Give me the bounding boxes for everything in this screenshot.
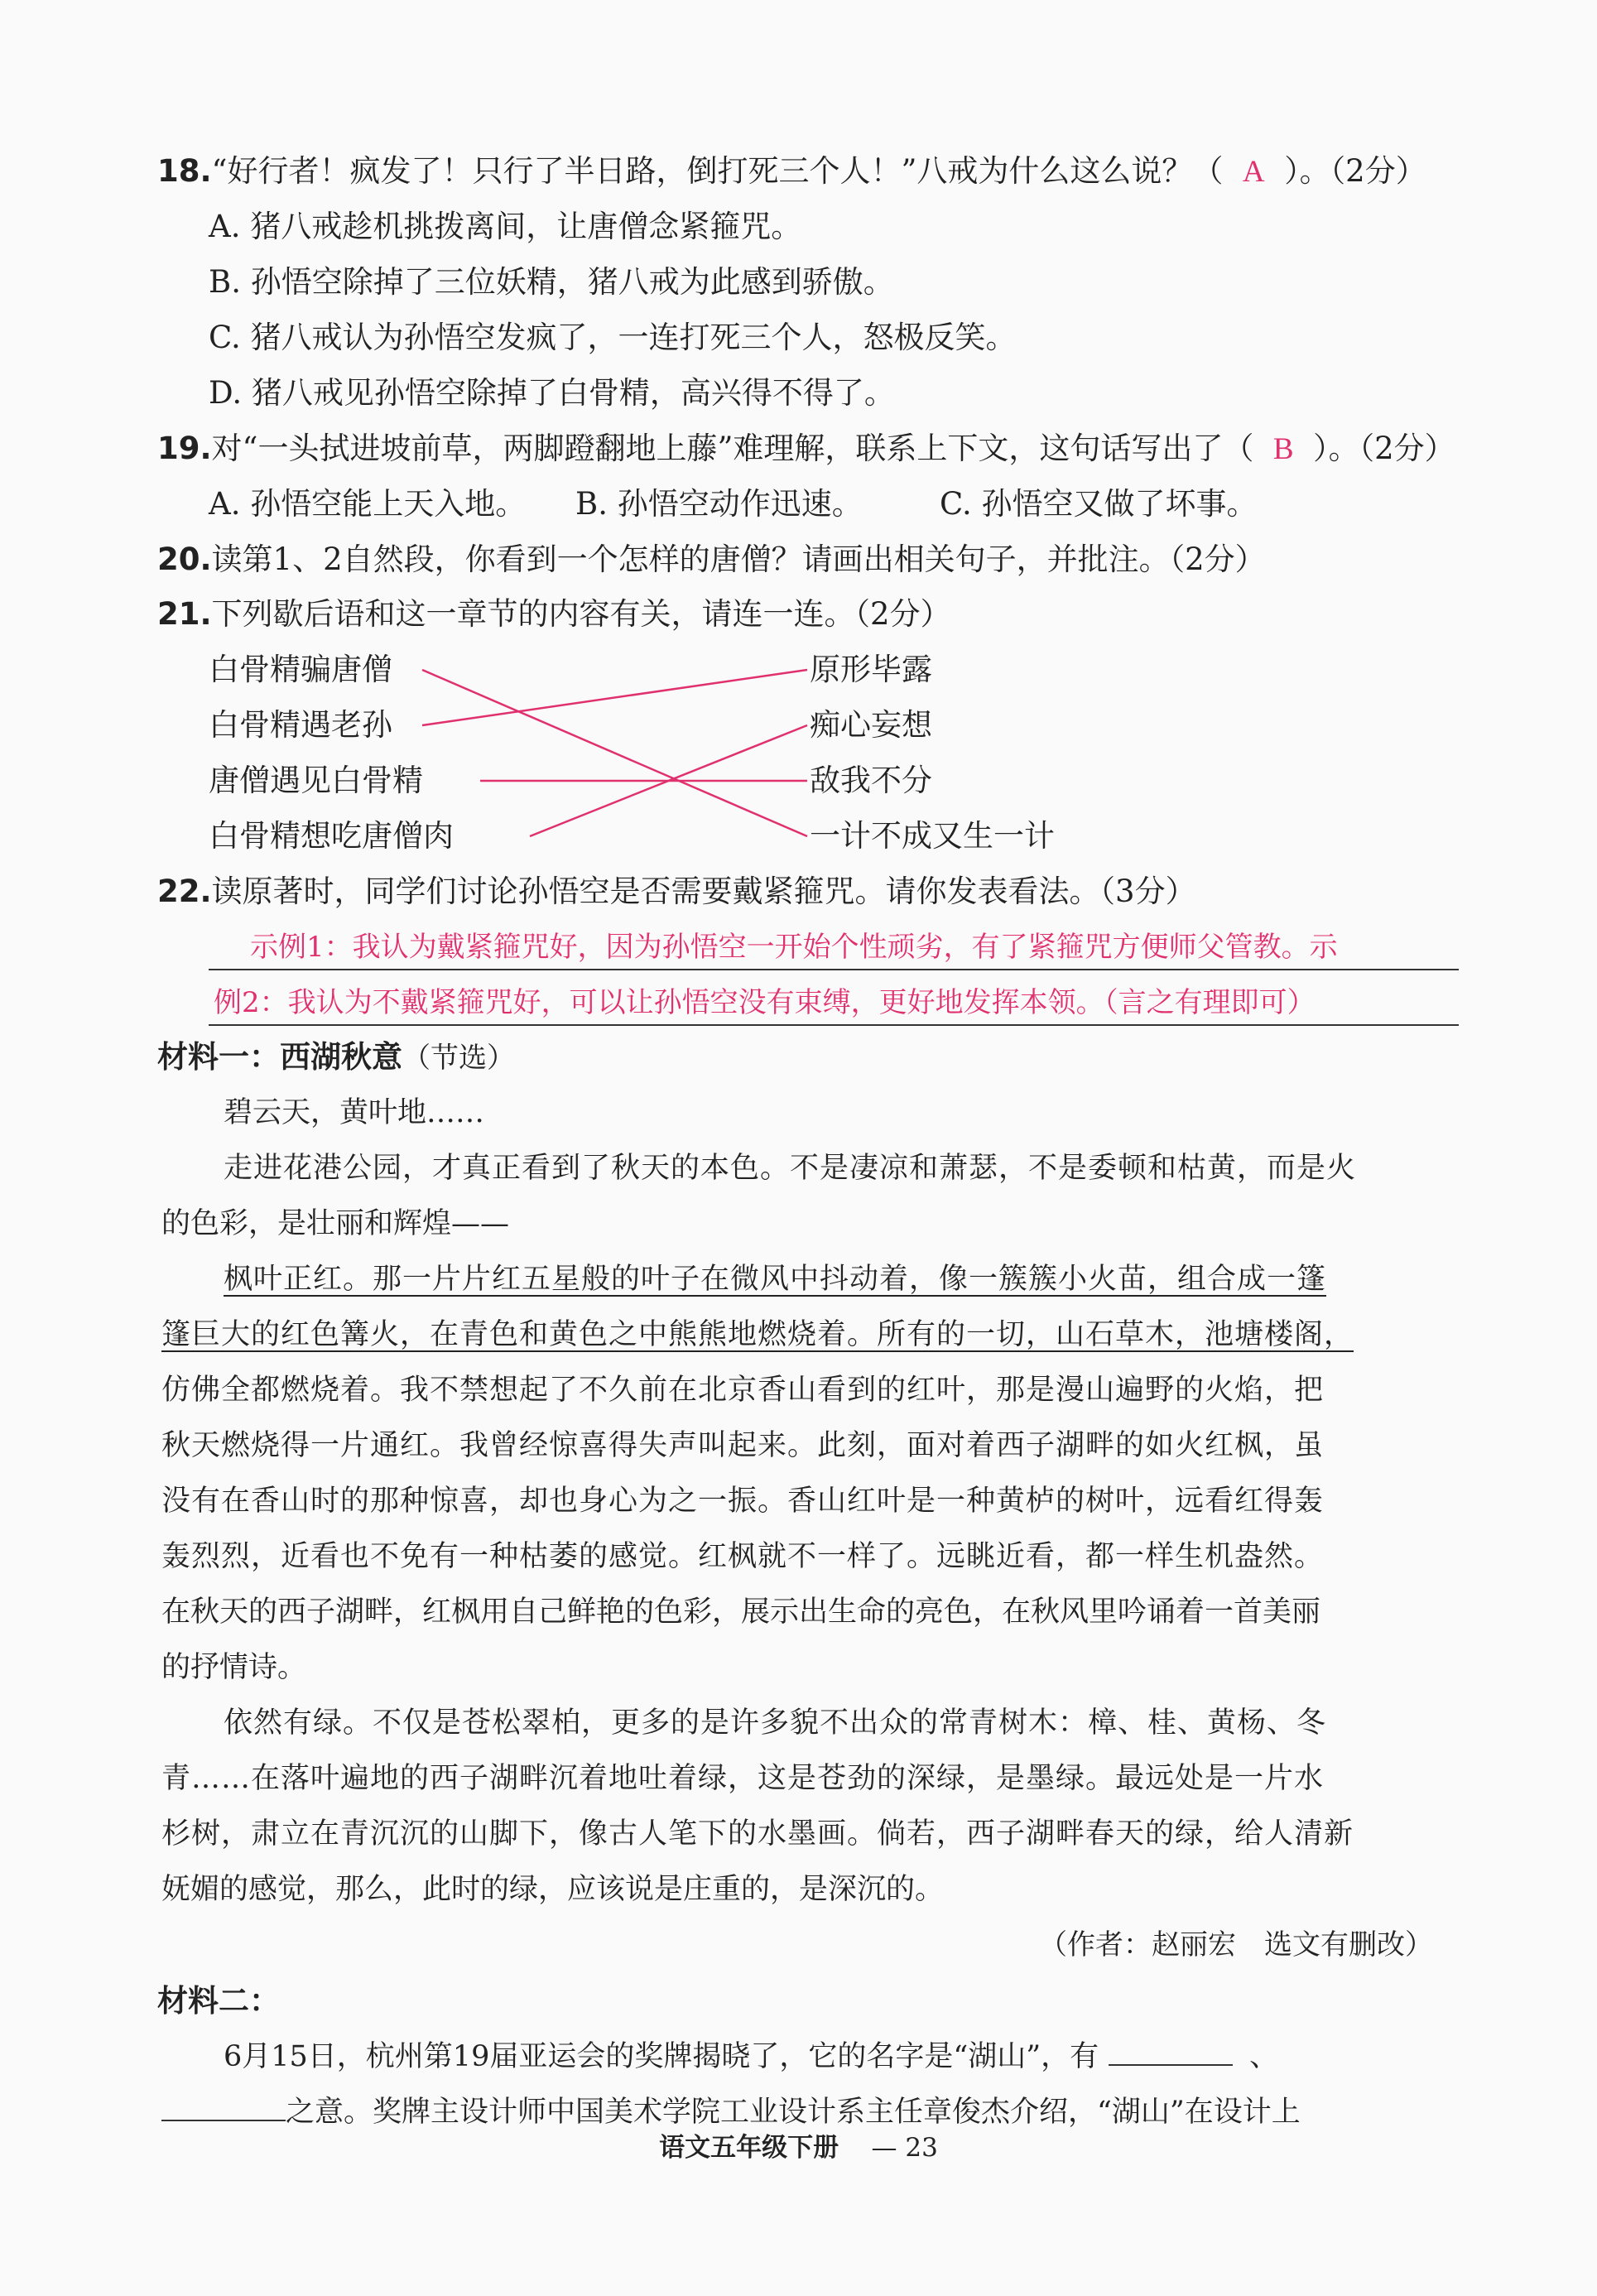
- material2-line1: [224, 2037, 1278, 2077]
- q21-right-item: 痴心妄想: [810, 707, 932, 743]
- match-line: [422, 670, 807, 836]
- q19-option-c: C. 孙悟空又做了坏事。: [940, 486, 1258, 522]
- paragraph-line: 走进花港公园，才真正看到了秋天的本色。不是凄凉和萧瑟，不是委顿和枯黄，而是火: [224, 1152, 1357, 1185]
- q21-number: 21.: [157, 596, 212, 632]
- q22-stem-text: 读原著时，同学们讨论孙悟空是否需要戴紧箍咒。请你发表看法。（3分）: [211, 874, 1196, 909]
- q22-answer-text2: 例2：我认为不戴紧箍咒好，可以让孙悟空没有束缚，更好地发挥本领。（言之有理即可）: [214, 986, 1316, 1019]
- material2-separator: 、: [1249, 2040, 1279, 2073]
- q21-left-item: 唐僧遇见白骨精: [209, 763, 423, 798]
- q22-answer-text1: 示例1：我认为戴紧箍咒好，因为孙悟空一开始个性顽劣，有了紧箍咒方便师父管教。示: [250, 931, 1338, 964]
- q19-answer: B: [1272, 432, 1294, 466]
- q21-left-item: 白骨精想吃唐僧肉: [209, 818, 454, 854]
- page-footer: [0, 2126, 1597, 2164]
- q22-stem: [157, 872, 1196, 912]
- material2-label: 材料二：: [157, 1983, 280, 2019]
- paragraph-line: 没有在香山时的那种惊喜，却也身心为之一振。香山红叶是一种黄栌的树叶，远看红得轰: [161, 1485, 1325, 1518]
- q22-answer-line2: [209, 983, 1459, 1026]
- material2-text2: 之意。奖牌主设计师中国美术学院工业设计系主任章俊杰介绍，“湖山”在设计上: [286, 2096, 1301, 2129]
- material1-source: （作者：赵丽宏 选文有删改）: [1039, 1928, 1433, 1961]
- paragraph-line: 杉树，肃立在青沉沉的山脚下，像古人笔下的水墨画。倘若，西子湖畔春天的绿，给人清新: [161, 1817, 1354, 1851]
- match-line: [422, 670, 807, 725]
- fill-blank[interactable]: [161, 2093, 286, 2121]
- q21-match-lines: [0, 0, 1597, 911]
- q22-number: 22.: [157, 874, 212, 909]
- q18-answer: A: [1242, 155, 1265, 189]
- q21-right-item: 一计不成又生一计: [810, 818, 1055, 854]
- paragraph-line: [224, 1259, 1326, 1299]
- material1-heading: [157, 1037, 515, 1078]
- q22-answer-line1: [209, 927, 1459, 970]
- q18-option-a: A. 猪八戒趁机挑拨离间，让唐僧念紧箍咒。: [209, 209, 802, 244]
- q21-stem-text: 下列歇后语和这一章节的内容有关，请连一连。（2分）: [211, 596, 951, 632]
- material1-note: （节选）: [402, 1042, 515, 1075]
- q18-option-d: D. 猪八戒见孙悟空除掉了白骨精，高兴得不得了。: [209, 375, 895, 411]
- q21-left-item: 白骨精遇老孙: [209, 707, 392, 743]
- q18-option-c: C. 猪八戒认为孙悟空发疯了，一连打死三个人，怒极反笑。: [209, 320, 1017, 355]
- q19-option-b: B. 孙悟空动作迅速。: [575, 486, 863, 522]
- q19-stem-end: ）。（2分）: [1313, 431, 1455, 466]
- q18-number: 18.: [157, 153, 212, 189]
- paragraph-line: 在秋天的西子湖畔，红枫用自己鲜艳的色彩，展示出生命的亮色，在秋风里吟诵着一首美丽: [161, 1596, 1321, 1629]
- q19-option-a: A. 孙悟空能上天入地。: [209, 486, 527, 522]
- paragraph-line: 轰烈烈，近看也不免有一种枯萎的感觉。红枫就不一样了。远眺近看，都一样生机盎然。: [161, 1540, 1325, 1573]
- paragraph-line: 的色彩，是壮丽和辉煌——: [161, 1207, 510, 1240]
- material2-text1: 6月15日，杭州第19届亚运会的奖牌揭晓了，它的名字是“湖山”，有: [224, 2040, 1099, 2073]
- underlined-text: 枫叶正红。那一片片红五星般的叶子在微风中抖动着，像一簇簇小火苗，组合成一篷: [224, 1263, 1327, 1296]
- q19-number: 19.: [157, 431, 212, 466]
- paragraph-line: [161, 1315, 1354, 1355]
- q18-stem-end: ）。（2分）: [1284, 153, 1426, 189]
- paragraph-line: 的抒情诗。: [161, 1651, 307, 1684]
- q18-option-b: B. 孙悟空除掉了三位妖精，猪八戒为此感到骄傲。: [209, 264, 894, 300]
- paragraph-line: 依然有绿。不仅是苍松翠柏，更多的是许多貌不出众的常青树木：樟、桂、黄杨、冬: [224, 1706, 1327, 1740]
- q19-stem-text: 对“一头拭进坡前草，两脚蹬翻地上藤”难理解，联系上下文，这句话写出了（: [211, 431, 1254, 466]
- q18-stem-text: “好行者！疯发了！只行了半日路，倒打死三个人！”八戒为什么这么说？（: [211, 153, 1224, 189]
- q21-right-item: 原形毕露: [810, 652, 932, 687]
- q20-stem-text: 读第1、2自然段，你看到一个怎样的唐僧？请画出相关句子，并批注。（2分）: [211, 542, 1266, 577]
- footer-book-title: 语文五年级下册: [659, 2133, 839, 2163]
- q21-right-item: 敌我不分: [810, 763, 932, 798]
- page-number: — 23: [871, 2133, 938, 2163]
- paragraph-line: 妩媚的感觉，那么，此时的绿，应该说是庄重的，是深沉的。: [161, 1873, 945, 1906]
- paragraph-line: 碧云天，黄叶地……: [224, 1096, 485, 1129]
- underlined-text: 篷巨大的红色篝火，在青色和黄色之中熊熊地燃烧着。所有的一切，山石草木，池塘楼阁，: [161, 1318, 1354, 1351]
- q21-left-item: 白骨精骗唐僧: [209, 652, 392, 687]
- material1-label: 材料一：西湖秋意: [157, 1039, 402, 1075]
- q20-number: 20.: [157, 542, 212, 577]
- paragraph-line: 仿佛全都燃烧着。我不禁想起了不久前在北京香山看到的红叶，那是漫山遍野的火焰，把: [161, 1374, 1325, 1407]
- paragraph-line: 秋天燃烧得一片通红。我曾经惊喜得失声叫起来。此刻，面对着西子湖畔的如火红枫，虽: [161, 1429, 1325, 1462]
- paragraph-line: 青……在落叶遍地的西子湖畔沉着地吐着绿，这是苍劲的深绿，是墨绿。最远处是一片水: [161, 1762, 1325, 1795]
- fill-blank[interactable]: [1109, 2038, 1233, 2066]
